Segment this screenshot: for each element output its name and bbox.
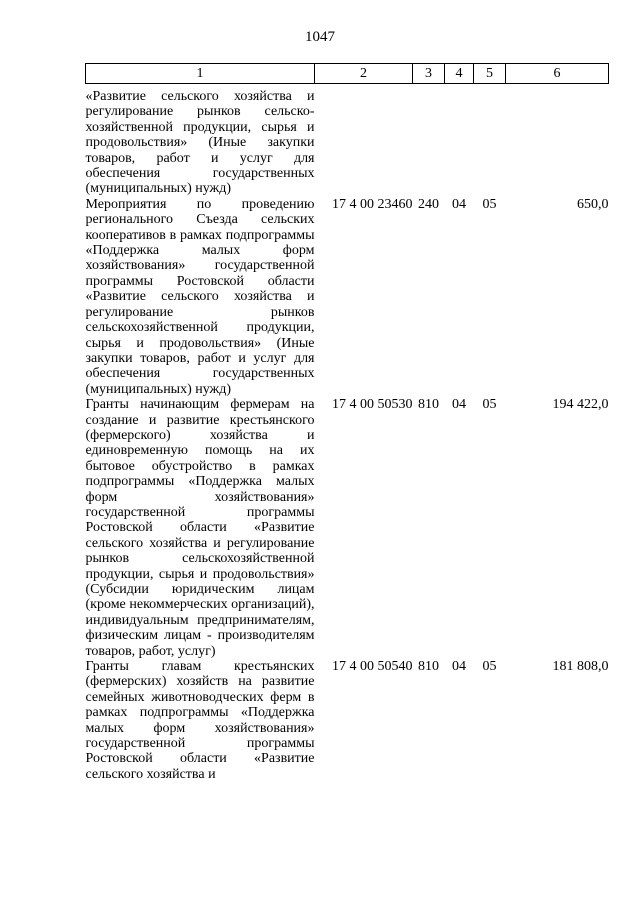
row-section: 04 — [452, 397, 466, 413]
row-amount: 650,0 — [577, 196, 609, 212]
row-description: «Развитие сельского хозяйства и регулирование рынков сельско-хозяйственной продукции, сырья и продовольствия» (Иные закупки товаров, работ и услуг для обеспечения государственных (муниципальных) нужд) — [85, 89, 315, 197]
row-amount — [506, 84, 609, 197]
header-col-5: 5 — [474, 64, 506, 84]
row-target-code: 17 4 00 50540 — [332, 659, 413, 675]
row-description: Мероприятия по проведению регионального Съезда сельских кооперативов в рамках подпрограммы «Поддержка малых форм хозяйствования» государственной программы Ростовской области «Развитие сельского хозяйства и регулирование рынков сельскохозяйственной продукции, сырья и продовольствия» (Иные закупки товаров, работ и услуг для обеспечения государственных (муниципальных) нужд) — [85, 196, 315, 397]
row-description: Гранты начинающим фермерам на создание и развитие крестьянского (фермерского) хозяйства и единовременную помощь на их бытовое обустройство в рамках подпрограммы «Поддержка малых форм хозяйствования» государственной программы Ростовской области «Развитие сельского хозяйства и регулирование рынков сельскохозяйственной продукции, сырья и продовольствия» (Субсидии юридическим лицам (кроме некоммерческих организаций), индивидуальным предпринимателям, физическим лицам - производителям товаров, работ, услуг) — [85, 397, 315, 659]
row-expense-type: 810 — [418, 397, 439, 413]
row-section: 04 — [452, 659, 466, 675]
table-row — [86, 197, 609, 397]
row-target-code — [315, 84, 413, 197]
table-header-row — [86, 64, 609, 84]
header-col-1: 1 — [86, 64, 315, 84]
row-expense-type: 240 — [418, 196, 439, 212]
row-expense-type: 810 — [418, 659, 439, 675]
budget-table — [85, 63, 609, 782]
page-number: 1047 — [305, 29, 335, 45]
row-section: 04 — [452, 196, 466, 212]
table-row — [86, 659, 609, 782]
header-col-3: 3 — [413, 64, 445, 84]
header-col-6: 6 — [506, 64, 609, 84]
row-amount: 181 808,0 — [552, 659, 609, 675]
table-row — [86, 84, 609, 197]
row-subsection: 05 — [482, 397, 497, 413]
row-target-code: 17 4 00 50530 — [332, 397, 413, 413]
row-amount: 194 422,0 — [552, 397, 609, 413]
header-col-2: 2 — [315, 64, 413, 84]
row-expense-type — [413, 84, 445, 197]
table-row — [86, 397, 609, 659]
header-col-4: 4 — [445, 64, 474, 84]
row-subsection: 05 — [482, 659, 497, 675]
row-description: Гранты главам крестьянских (фермерских) хозяйств на развитие семейных животноводческих ферм в рамках подпрограммы «Поддержка малых форм хозяйствования» государственной программы Ростовской области «Развитие сельского хозяйства и — [85, 659, 315, 782]
row-subsection — [474, 84, 506, 197]
row-section — [445, 84, 474, 197]
row-subsection: 05 — [482, 196, 497, 212]
row-target-code: 17 4 00 23460 — [332, 196, 413, 212]
